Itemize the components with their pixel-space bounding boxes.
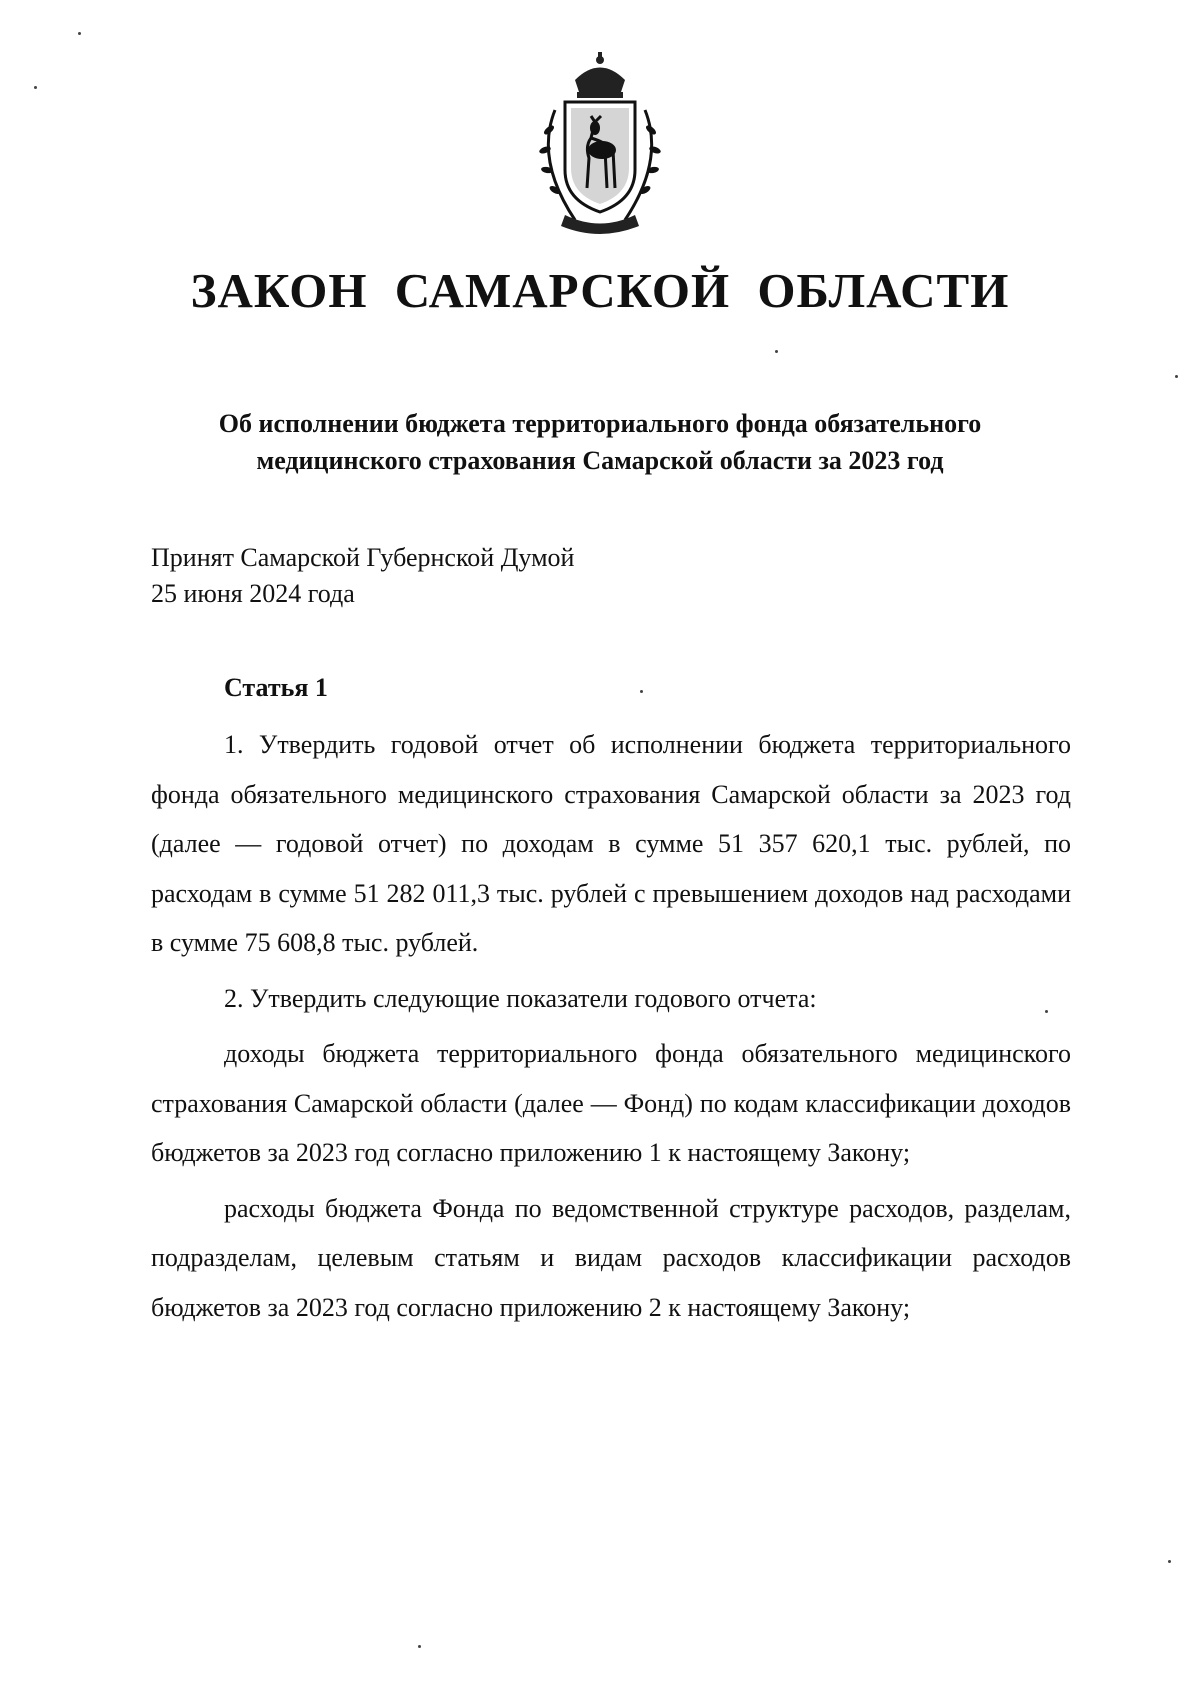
adoption-note (151, 540, 574, 612)
article-paragraph: 2. Утвердить следующие показатели годового отчета: (224, 983, 817, 1013)
article-heading: Статья 1 (224, 673, 328, 702)
subtitle-line: Об исполнении бюджета территориального фонда обязательного (218, 409, 982, 438)
article-paragraph: расходы бюджета Фонда по ведомственной структуре расходов, разделам, подразделам, целевым статьям и видам расходов классификации расходов бюджетов за 2023 год согласно приложению 2 к настоящему Закону; (151, 1193, 1071, 1322)
scan-speck (1168, 1560, 1171, 1563)
scan-speck (775, 350, 778, 353)
scan-speck (34, 86, 37, 89)
adoption-date: 25 июня 2024 года (151, 579, 355, 608)
law-subtitle (150, 405, 1050, 479)
article-paragraph: доходы бюджета территориального фонда обязательного медицинского страхования Самарской области (далее — Фонд) по кодам классификации доходов бюджетов за 2023 год согласно приложению 1 к настоящему Закону; (151, 1039, 1071, 1167)
scan-speck (1045, 1010, 1048, 1013)
scan-speck (418, 1645, 421, 1648)
article-paragraph: 1. Утвердить годовой отчет об исполнении бюджета территориального фонда обязательного медицинского страхования Самарской области за 2023 год (далее — годовой отчет) по доходам в сумме 51 357 620,1 тыс. рублей, по расходам в сумме 51 282 011,3 тыс. рублей с превышением доходов над расходами в сумме 75 608,8 тыс. рублей. (151, 730, 1071, 957)
law-title: ЗАКОН САМАРСКОЙ ОБЛАСТИ (190, 263, 1010, 318)
adoption-body: Принят Самарской Губернской Думой (151, 543, 575, 572)
scan-speck (78, 32, 81, 35)
scan-speck (640, 690, 643, 693)
subtitle-line: медицинского страхования Самарской области за 2023 год (256, 446, 944, 475)
coat-of-arms-icon (515, 50, 685, 235)
article-body (151, 720, 1071, 1338)
scan-speck (1175, 375, 1178, 378)
